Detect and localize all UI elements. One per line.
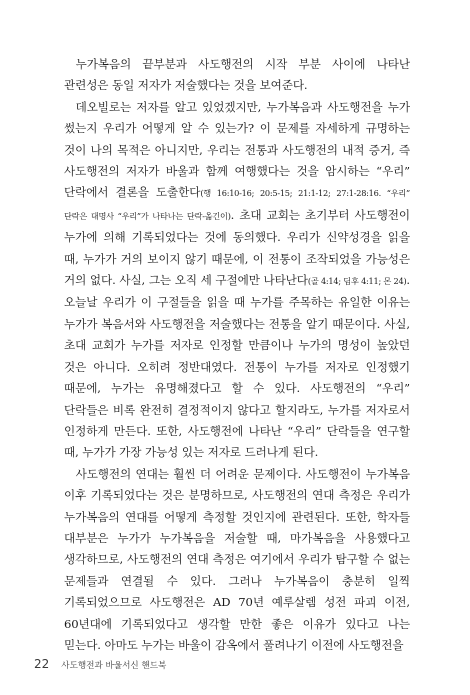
paragraph-2-text-middle: . 초대 교회는 초기부터 사도행전이 누가에 의해 기록되었다는 것에 동의했다. 우리가 신약성경을 읽을 때, 누가가 거의 보이지 않기 때문에, 이 전통이 조작되었을 가능성은 거의 없다. 사실, 그는 오직 세 구절에만 나타난다 [64,207,410,288]
paragraph-1-text: 누가복음의 끝부분과 사도행전의 시작 부분 사이에 나타난 관련성은 동일 저자가 저술했다는 것을 보여준다. [64,57,410,93]
running-title: 사도행전과 바울서신 핸드북 [61,661,167,671]
paragraph-3 [64,464,410,657]
page-footer [34,657,166,671]
page-number: 22 [34,657,50,671]
paragraph-2 [64,97,410,464]
paragraph-2-text-after-citation: . 오늘날 우리가 이 구절들을 읽을 때 누가를 주목하는 유일한 이유는 누가가 복음서와 사도행전을 저술했다는 전통을 알기 때문이다. 사실, 초대 교회가 누가를 저자로 인정할 만큼이나 누가의 명성이 높았던 것은 아니다. 오히려 정반대였다. 전통이 누가를 저자로 인정했기 때문에, 누가는 유명해졌다고 할 수 있다. 사도행전의 “우리” 단락들은 비록 완전히 결정적이지 않다고 할지라도, 누가를 저자로서 인정하게 만든다. 또한, 사도행전에 나타난 “우리” 단락들을 연구할 때, 누가가 가장 가능성 있는 저자로 드러나게 된다. [64,273,410,460]
paragraph-1 [64,54,410,97]
body-text [64,54,410,656]
paragraph-3-text: 사도행전의 연대는 훨씬 더 어려운 문제이다. 사도행전이 누가복음 이후 기록되었다는 것은 분명하므로, 사도행전의 연대 측정은 우리가 누가복음의 연대를 어떻게 측정할 것인지에 관련된다. 또한, 학자들 대부분은 누가가 누가복음을 저술할 때, 마가복음을 사용했다고 생각하므로, 사도행전의 연대 측정은 여기에서 우리가 탐구할 수 없는 문제들과 연결될 수 있다. 그러나 누가복음이 충분히 일찍 기록되었으므로 사도행전은 AD 70년 예루살렘 성전 파괴 이전, 60년대에 기록되었다고 생각할 만한 좋은 이유가 있다고 나는 믿는다. 아마도 누가는 바울이 감옥에서 풀려나기 이전에 사도행전을 [64,466,410,652]
scripture-citation: (행 16:10-16; 20:5-15; 21:1-12; 27:1-28:16. “우리” 단락은 대명사 “우리”가 나타나는 단락-옮긴이) [64,188,410,221]
paragraph-2-text-before-citation: 데오빌로는 저자를 알고 있었겠지만, 누가복음과 사도행전을 누가 썼는지 우리가 어떻게 알 수 있는가? 이 문제를 자세하게 규명하는 것이 나의 목적은 아니지만, 우리는 전통과 사도행전의 내적 증거, 즉 사도행전의 저자가 바울과 함께 여행했다는 것을 암시하는 “우리” 단락에서 결론을 도출한다 [64,99,410,200]
scripture-citation: (골 4:14; 딤후 4:11; 몬 24) [307,276,407,287]
